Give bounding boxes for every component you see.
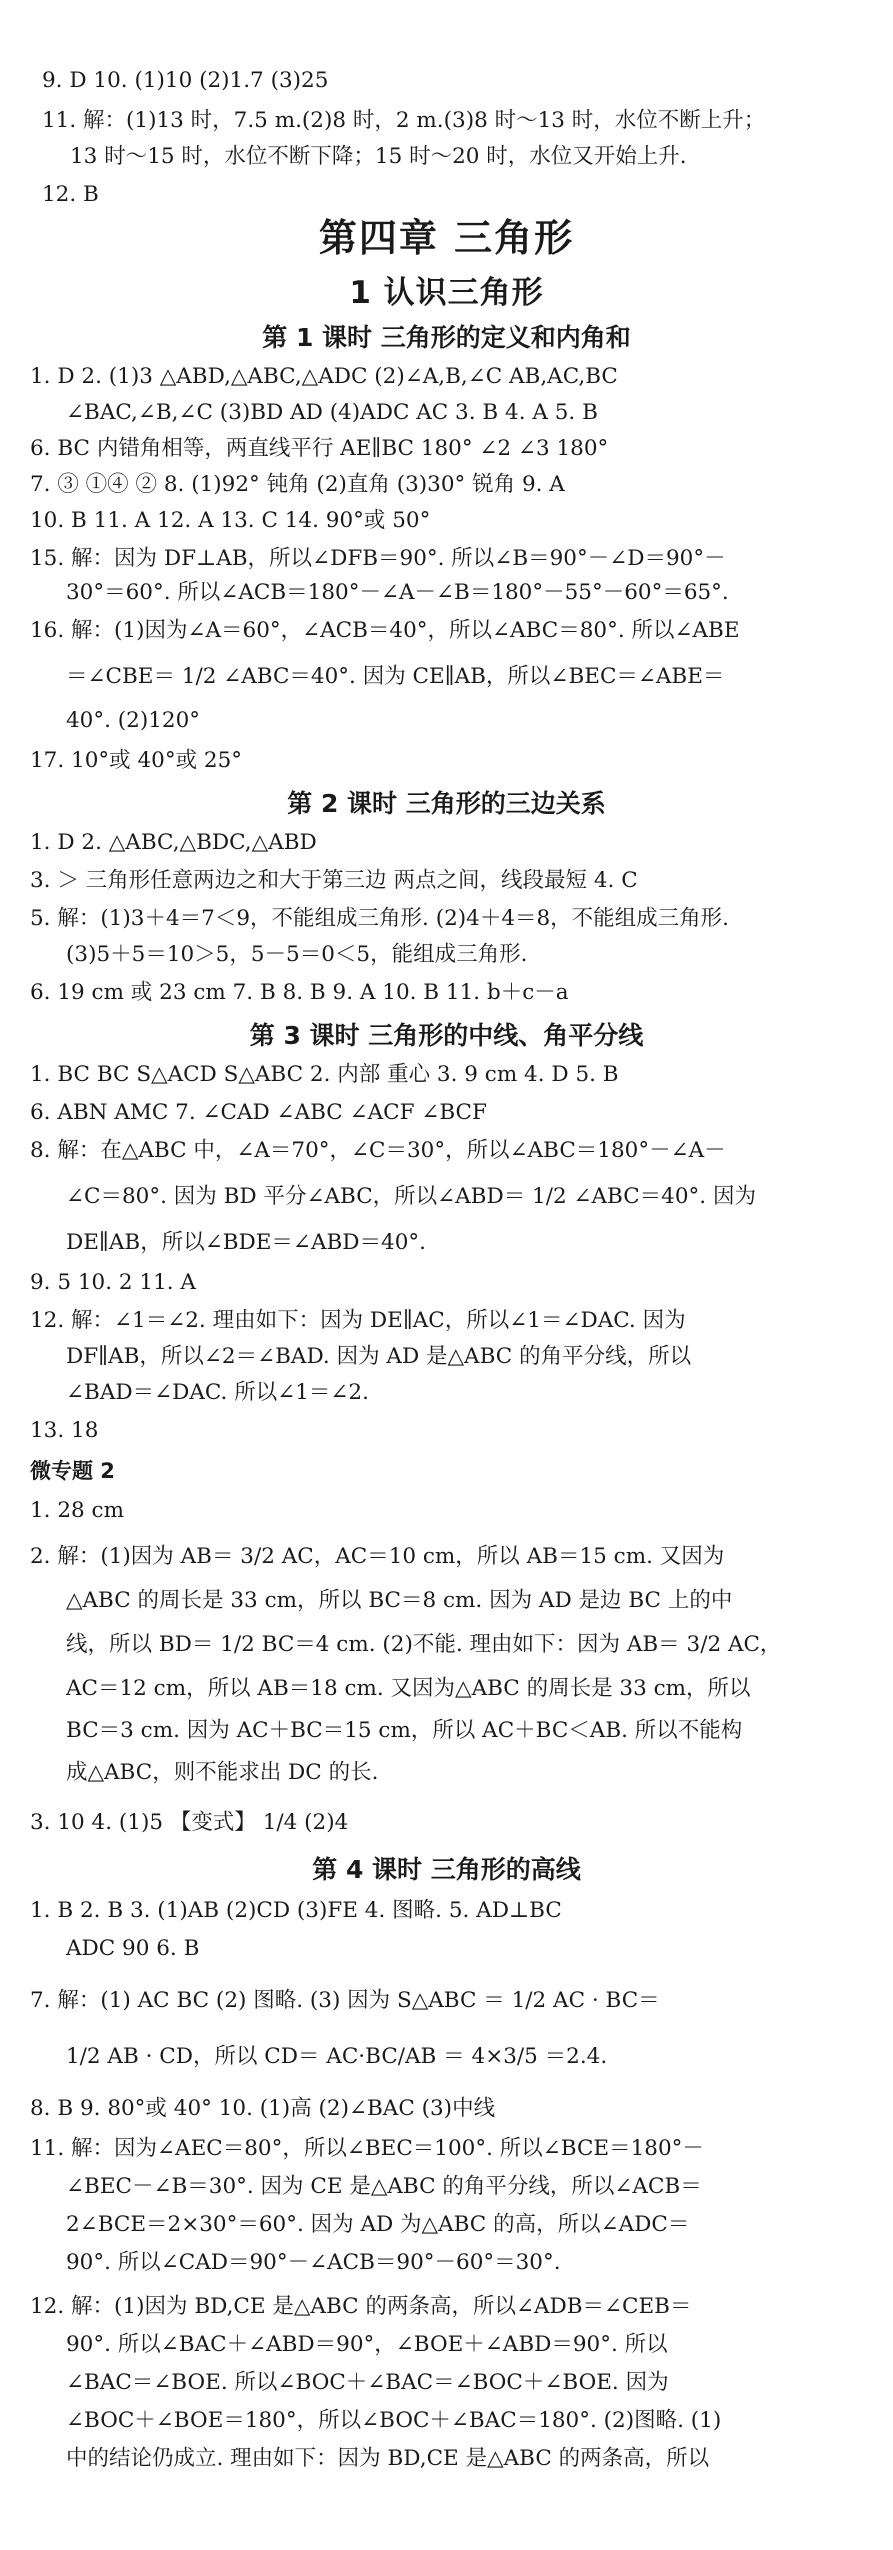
answer-line: ∠C＝80°. 因为 BD 平分∠ABC，所以∠ABD＝ 1/2 ∠ABC＝40°. 因为 — [66, 1184, 756, 1209]
answer-line: 90°. 所以∠CAD＝90°－∠ACB＝90°－60°＝30°. — [66, 2250, 561, 2275]
answer-line: 7. 解：(1) AC BC (2) 图略. (3) 因为 S△ABC ＝ 1/2 AC · BC＝ — [30, 1988, 660, 2013]
answer-line: 13. 18 — [30, 1418, 99, 1443]
answer-line: △ABC 的周长是 33 cm，所以 BC＝8 cm. 因为 AD 是边 BC 上的中 — [66, 1588, 733, 1613]
answer-line: (3)5＋5＝10＞5，5－5＝0＜5，能组成三角形. — [66, 942, 528, 967]
chapter-title: 第四章 三角形 — [318, 216, 575, 260]
answer-line: ＝∠CBE＝ 1/2 ∠ABC＝40°. 因为 CE∥AB，所以∠BEC＝∠ABE＝ — [66, 664, 725, 689]
special-topic-title: 微专题 2 — [30, 1459, 115, 1483]
answer-line: 90°. 所以∠BAC＋∠ABD＝90°，∠BOE＋∠ABD＝90°. 所以 — [66, 2332, 668, 2357]
answer-line: 16. 解：(1)因为∠A＝60°，∠ACB＝40°，所以∠ABC＝80°. 所以∠ABE — [30, 618, 740, 643]
answer-line: 40°. (2)120° — [66, 708, 201, 733]
answer-line: 1. B 2. B 3. (1)AB (2)CD (3)FE 4. 图略. 5. AD⊥BC — [30, 1898, 562, 1923]
answer-line: ∠BAC＝∠BOE. 所以∠BOC＋∠BAC＝∠BOC＋∠BOE. 因为 — [66, 2370, 669, 2395]
answer-line: 1. D 2. △ABC,△BDC,△ABD — [30, 830, 317, 855]
answer-line: ADC 90 6. B — [66, 1936, 200, 1961]
answer-line: 30°＝60°. 所以∠ACB＝180°－∠A－∠B＝180°－55°－60°＝65°. — [66, 580, 729, 605]
answer-line: 成△ABC，则不能求出 DC 的长. — [66, 1760, 379, 1785]
answer-line: 12. 解：(1)因为 BD,CE 是△ABC 的两条高，所以∠ADB＝∠CEB＝ — [30, 2294, 692, 2319]
answer-line: 1/2 AB · CD，所以 CD＝ AC·BC/AB ＝ 4×3/5 ＝2.4. — [66, 2044, 608, 2069]
answer-line: DF∥AB，所以∠2＝∠BAD. 因为 AD 是△ABC 的角平分线，所以 — [66, 1344, 692, 1369]
answer-line: 12. 解：∠1＝∠2. 理由如下：因为 DE∥AC，所以∠1＝∠DAC. 因为 — [30, 1308, 686, 1333]
answer-line: 11. 解：(1)13 时，7.5 m.(2)8 时，2 m.(3)8 时～13 时，水位不断上升； — [42, 108, 766, 133]
answer-line: 3. ＞ 三角形任意两边之和大于第三边 两点之间，线段最短 4. C — [30, 868, 638, 893]
lesson-title: 第 3 课时 三角形的中线、角平分线 — [249, 1021, 644, 1050]
answer-line: ∠BAD＝∠DAC. 所以∠1＝∠2. — [66, 1380, 369, 1405]
answer-line: 1. BC BC S△ACD S△ABC 2. 内部 重心 3. 9 cm 4. D 5. B — [30, 1062, 619, 1087]
answer-line: 17. 10°或 40°或 25° — [30, 748, 243, 773]
answer-line: 中的结论仍成立. 理由如下：因为 BD,CE 是△ABC 的两条高，所以 — [66, 2446, 710, 2471]
answer-line: 6. BC 内错角相等，两直线平行 AE∥BC 180° ∠2 ∠3 180° — [30, 436, 609, 461]
answer-line: 9. D 10. (1)10 (2)1.7 (3)25 — [42, 68, 329, 93]
answer-line: 3. 10 4. (1)5 【变式】 1/4 (2)4 — [30, 1810, 349, 1835]
answer-line: 2. 解：(1)因为 AB＝ 3/2 AC，AC＝10 cm，所以 AB＝15 cm. 又因为 — [30, 1544, 725, 1569]
answer-line: 12. B — [42, 182, 99, 207]
answer-line: 8. 解：在△ABC 中，∠A＝70°，∠C＝30°，所以∠ABC＝180°－∠A－ — [30, 1138, 726, 1163]
answer-line: 11. 解：因为∠AEC＝80°，所以∠BEC＝100°. 所以∠BCE＝180°－ — [30, 2136, 704, 2161]
answer-line: 10. B 11. A 12. A 13. C 14. 90°或 50° — [30, 508, 431, 533]
answer-line: ∠BEC－∠B＝30°. 因为 CE 是△ABC 的角平分线，所以∠ACB＝ — [66, 2174, 702, 2199]
answer-line: ∠BAC,∠B,∠C (3)BD AD (4)ADC AC 3. B 4. A 5. B — [66, 400, 598, 425]
answer-line: ∠BOC＋∠BOE＝180°，所以∠BOC＋∠BAC＝180°. (2)图略. (1) — [66, 2408, 722, 2433]
answer-line: 8. B 9. 80°或 40° 10. (1)高 (2)∠BAC (3)中线 — [30, 2096, 496, 2121]
answer-line: 6. 19 cm 或 23 cm 7. B 8. B 9. A 10. B 11. b＋c－a — [30, 980, 569, 1005]
answer-line: DE∥AB，所以∠BDE＝∠ABD＝40°. — [66, 1230, 426, 1255]
answer-line: 9. 5 10. 2 11. A — [30, 1270, 196, 1295]
answer-line: 1. 28 cm — [30, 1498, 124, 1523]
answer-line: AC＝12 cm，所以 AB＝18 cm. 又因为△ABC 的周长是 33 cm，所以 — [66, 1676, 751, 1701]
lesson-title: 第 2 课时 三角形的三边关系 — [287, 789, 606, 818]
answer-line: 7. ③ ①④ ② 8. (1)92° 钝角 (2)直角 (3)30° 锐角 9. A — [30, 472, 565, 497]
lesson-title: 第 1 课时 三角形的定义和内角和 — [262, 323, 631, 352]
lesson-title: 第 4 课时 三角形的高线 — [312, 1855, 581, 1884]
unit-title: 1 认识三角形 — [349, 275, 544, 311]
answer-line: BC＝3 cm. 因为 AC＋BC＝15 cm，所以 AC＋BC＜AB. 所以不能构 — [66, 1718, 743, 1743]
answer-line: 线，所以 BD＝ 1/2 BC＝4 cm. (2)不能. 理由如下：因为 AB＝ 3/2 AC， — [66, 1632, 782, 1657]
answer-line: 2∠BCE＝2×30°＝60°. 因为 AD 为△ABC 的高，所以∠ADC＝ — [66, 2212, 690, 2237]
answer-line: 15. 解：因为 DF⊥AB，所以∠DFB＝90°. 所以∠B＝90°－∠D＝90°－ — [30, 546, 726, 571]
answer-line: 5. 解：(1)3＋4＝7＜9，不能组成三角形. (2)4＋4＝8，不能组成三角形. — [30, 906, 730, 931]
answer-line: 1. D 2. (1)3 △ABD,△ABC,△ADC (2)∠A,B,∠C AB,AC,BC — [30, 364, 618, 389]
answer-line: 6. ABN AMC 7. ∠CAD ∠ABC ∠ACF ∠BCF — [30, 1100, 487, 1125]
answer-line: 13 时～15 时，水位不断下降；15 时～20 时，水位又开始上升. — [70, 144, 687, 169]
